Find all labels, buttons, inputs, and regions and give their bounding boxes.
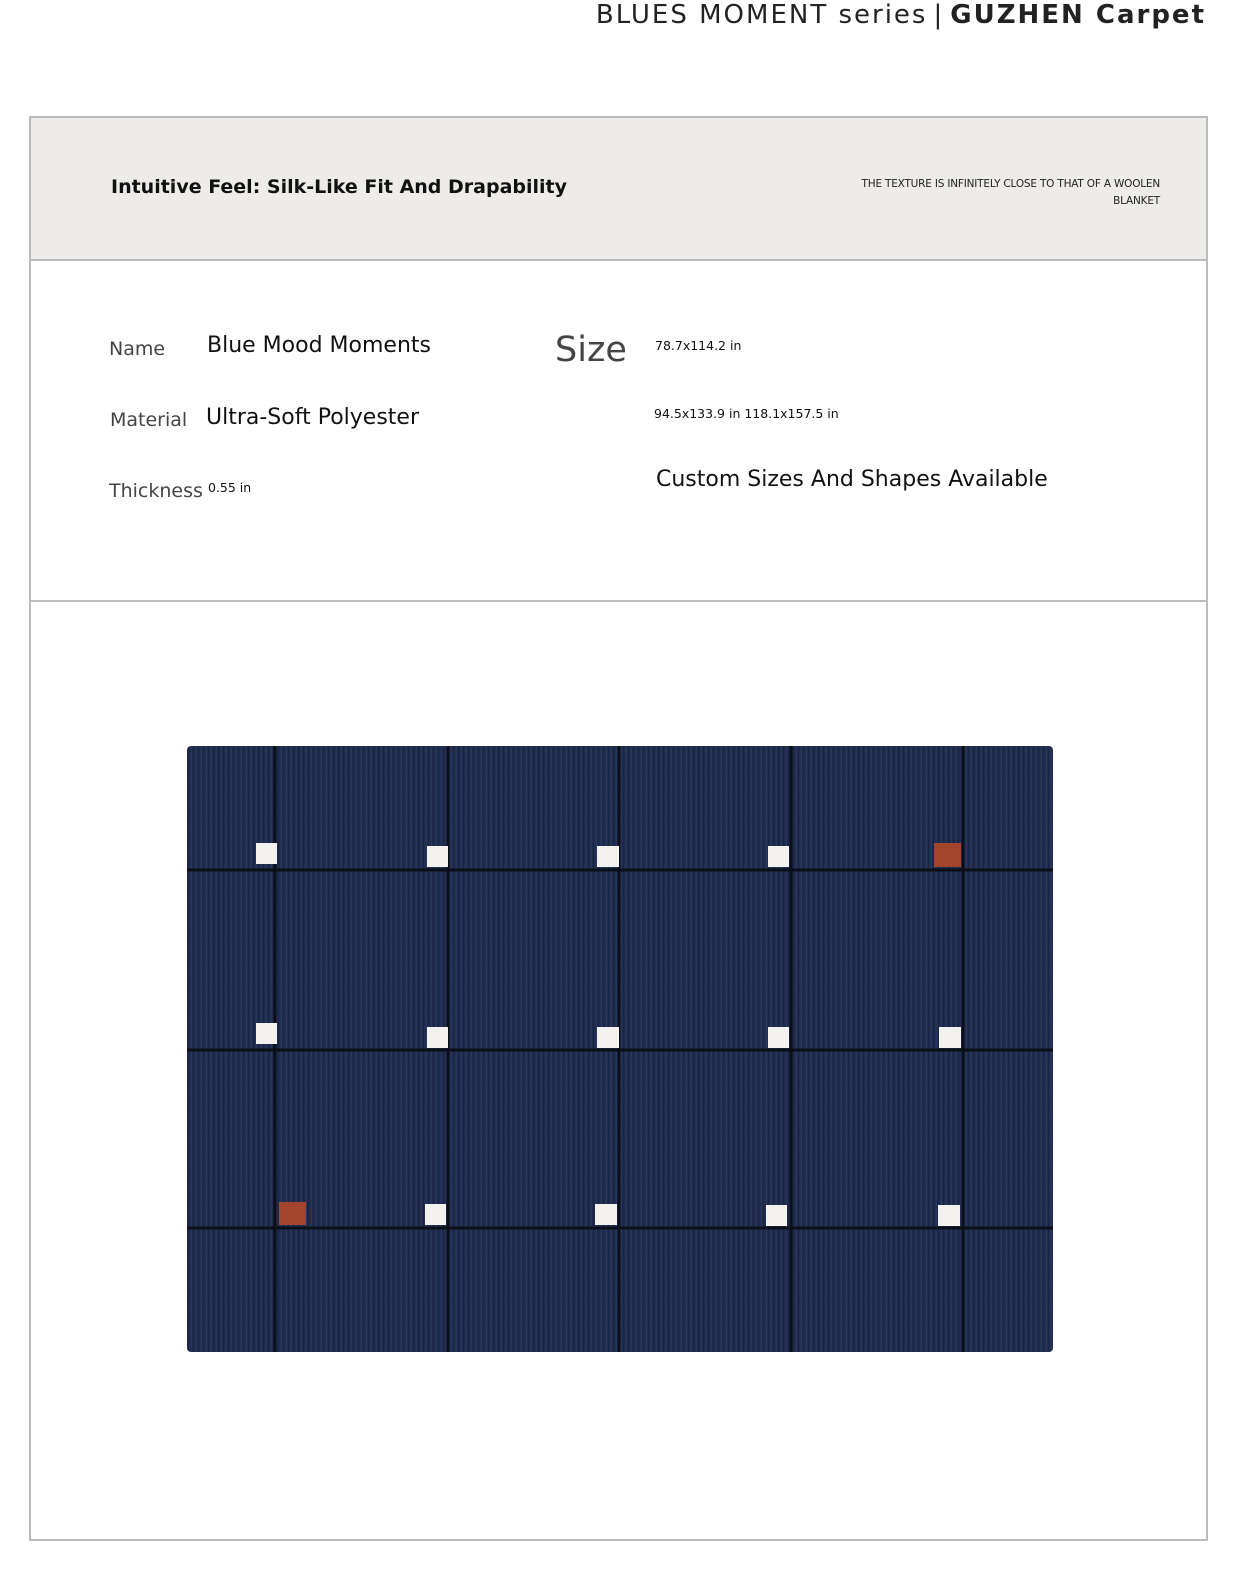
header-separator: | — [933, 0, 945, 30]
custom-size-note: Custom Sizes And Shapes Available — [656, 467, 1048, 492]
banner-note: THE TEXTURE IS INFINITELY CLOSE TO THAT OF A WOOLEN BLANKET — [861, 178, 1160, 207]
brand-name: GUZHEN Carpet — [950, 0, 1206, 30]
material-value: Ultra-Soft Polyester — [206, 405, 419, 430]
banner-title: Intuitive Feel: Silk-Like Fit And Drapability — [111, 176, 568, 198]
feature-banner — [31, 118, 1206, 261]
name-label: Name — [109, 338, 166, 360]
material-label: Material — [110, 409, 188, 431]
size-label: Size — [555, 330, 627, 370]
name-value: Blue Mood Moments — [207, 333, 431, 358]
series-name: BLUES MOMENT series — [595, 0, 928, 30]
rug-image — [185, 744, 1055, 1354]
product-photo — [31, 602, 1206, 1539]
thickness-label: Thickness — [109, 480, 203, 502]
spec-section — [31, 261, 1206, 602]
product-card — [29, 116, 1208, 1541]
size-option-1: 78.7x114.2 in — [655, 338, 742, 353]
brand-header — [596, 0, 1206, 30]
size-option-2: 94.5x133.9 in 118.1x157.5 in — [654, 406, 839, 421]
thickness-value: 0.55 in — [208, 480, 252, 495]
